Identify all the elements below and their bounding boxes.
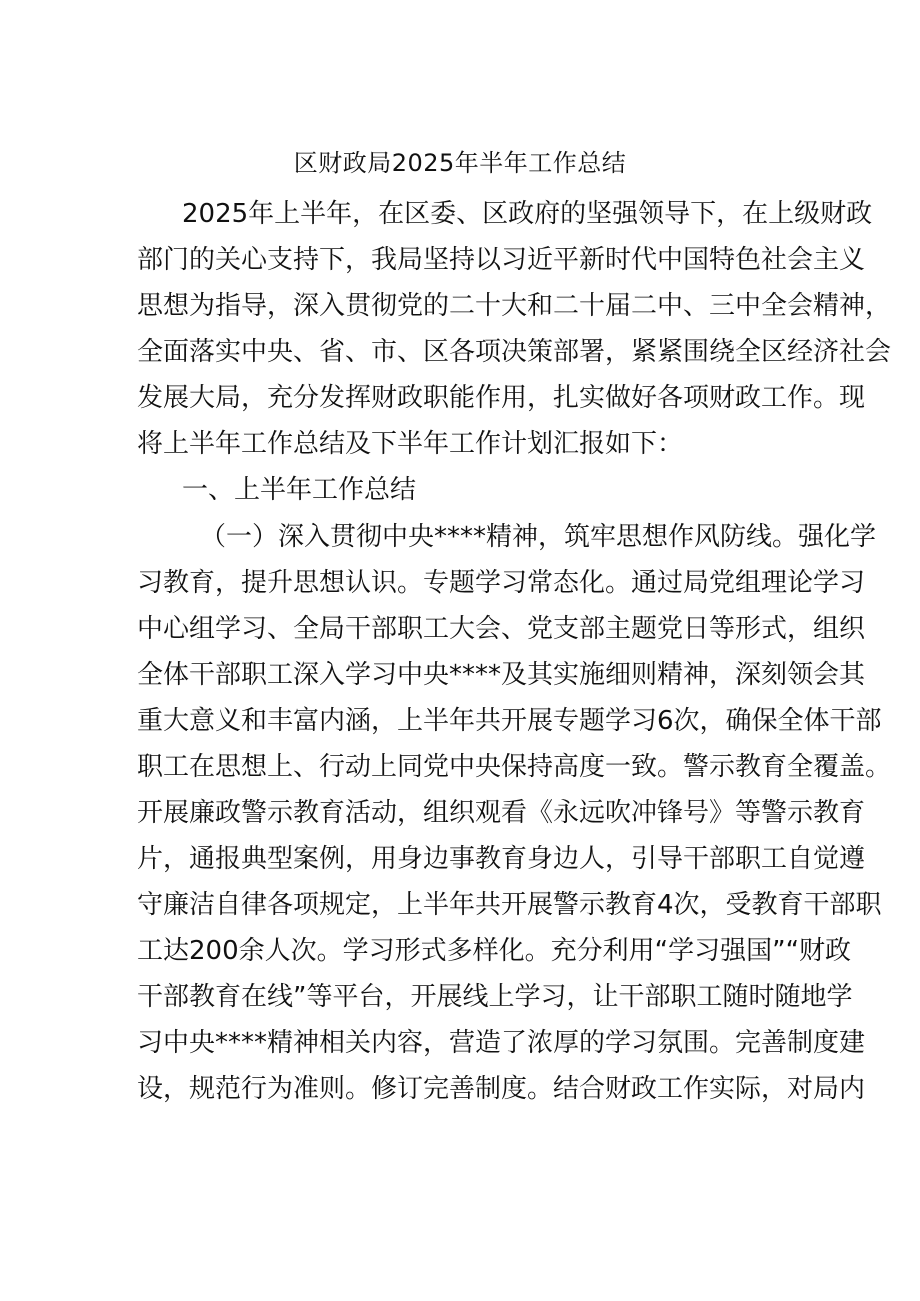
body-line: 干部教育在线”等平台，开展线上学习，让干部职工随时随地学 <box>137 982 853 1012</box>
body-line: （一）深入贯彻中央****精神，筑牢思想作风防线。强化学 <box>200 522 877 552</box>
intro-line: 发展大局，充分发挥财政职能作用，扎实做好各项财政工作。现 <box>137 383 866 413</box>
body-line: 片，通报典型案例，用身边事教育身边人，引导干部职工自觉遵 <box>137 844 866 874</box>
body-line: 习教育，提升思想认识。专题学习常态化。通过局党组理论学习 <box>137 568 866 598</box>
body-line: 守廉洁自律各项规定，上半年共开展警示教育4次，受教育干部职 <box>137 890 882 920</box>
section-heading: 一、上半年工作总结 <box>182 475 417 505</box>
body-line: 中心组学习、全局干部职工大会、党支部主题党日等形式，组织 <box>137 614 866 644</box>
intro-line: 2025年上半年，在区委、区政府的坚强领导下，在上级财政 <box>182 199 873 229</box>
body-line: 设，规范行为准则。修订完善制度。结合财政工作实际，对局内 <box>137 1074 866 1104</box>
document-title: 区财政局2025年半年工作总结 <box>293 149 627 177</box>
body-line: 重大意义和丰富内涵，上半年共开展专题学习6次，确保全体干部 <box>137 706 882 736</box>
intro-line: 全面落实中央、省、市、区各项决策部署，紧紧围绕全区经济社会 <box>137 337 892 367</box>
intro-line: 将上半年工作总结及下半年工作计划汇报如下： <box>137 429 684 459</box>
body-line: 习中央****精神相关内容，营造了浓厚的学习氛围。完善制度建 <box>137 1028 866 1058</box>
body-line: 开展廉政警示教育活动，组织观看《永远吹冲锋号》等警示教育 <box>137 798 866 828</box>
body-line: 全体干部职工深入学习中央****及其实施细则精神，深刻领会其 <box>137 660 866 690</box>
intro-line: 部门的关心支持下，我局坚持以习近平新时代中国特色社会主义 <box>137 245 866 275</box>
intro-line: 思想为指导，深入贯彻党的二十大和二十届二中、三中全会精神， <box>137 291 892 321</box>
body-line: 职工在思想上、行动上同党中央保持高度一致。警示教育全覆盖。 <box>137 752 892 782</box>
body-line: 工达200余人次。学习形式多样化。充分利用“学习强国”“财政 <box>137 936 852 966</box>
